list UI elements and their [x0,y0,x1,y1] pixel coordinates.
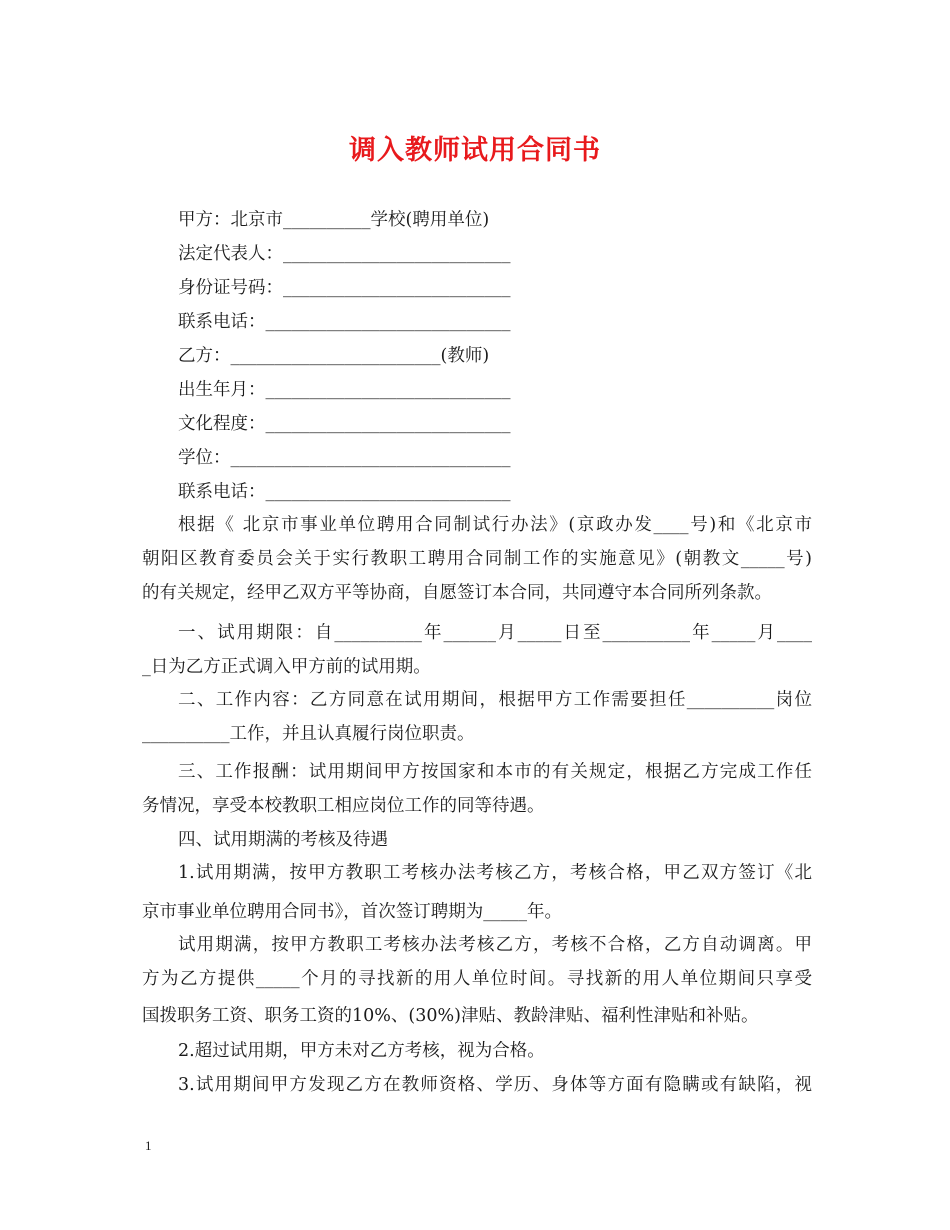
field-phone-b: 联系电话：____________________________ [178,482,511,502]
field-id-number: 身份证号码：__________________________ [178,278,511,298]
body-line: _日为乙方正式调入甲方前的试用期。 [142,657,431,677]
body-line: 一、试用期限：自__________年______月_____日至__________年_____月____ [178,623,812,643]
body-line: 京市事业单位聘用合同书》，首次签订聘期为_____年。 [142,902,562,922]
body-line: 国拨职务工资、职务工资的10%、(30%)津贴、教龄津贴、福利性津贴和补贴。 [142,1006,759,1026]
page-number: 1 [145,1138,152,1153]
field-phone-a: 联系电话：____________________________ [178,312,511,332]
body-line: 方为乙方提供_____个月的寻找新的用人单位时间。寻找新的用人单位期间只享受 [142,969,812,989]
body-line: 2.超过试用期，甲方未对乙方考核，视为合格。 [178,1041,545,1061]
field-birth-date: 出生年月：____________________________ [178,380,511,400]
body-line: 根据《 北京市事业单位聘用合同制试行办法》(京政办发____号)和《北京市 [178,515,812,535]
field-party-b: 乙方：________________________(教师) [178,346,490,366]
body-line: 试用期满，按甲方教职工考核办法考核乙方，考核不合格，乙方自动调离。甲 [178,935,812,955]
body-line: 朝阳区教育委员会关于实行教职工聘用合同制工作的实施意见》(朝教文_____号) [142,549,812,569]
document-title: 调入教师试用合同书 [349,135,601,166]
body-line: 3.试用期间甲方发现乙方在教师资格、学历、身体等方面有隐瞒或有缺陷，视 [178,1075,812,1095]
body-line: 三、工作报酬：试用期间甲方按国家和本市的有关规定，根据乙方完成工作任 [178,762,812,782]
field-legal-representative: 法定代表人：__________________________ [178,244,511,264]
body-line: 1.试用期满，按甲方教职工考核办法考核乙方，考核合格，甲乙双方签订《北 [178,863,812,883]
section-heading: 四、试用期满的考核及待遇 [178,830,388,850]
body-line: __________工作，并且认真履行岗位职责。 [142,724,475,744]
body-line: 务情况，享受本校教职工相应岗位工作的同等待遇。 [142,796,545,816]
field-education: 文化程度：____________________________ [178,414,511,434]
body-line: 二、工作内容：乙方同意在试用期间，根据甲方工作需要担任__________岗位 [178,690,812,710]
field-degree: 学位：________________________________ [178,448,511,468]
field-party-a: 甲方：北京市__________学校(聘用单位) [178,210,490,230]
body-line: 的有关规定，经甲乙双方平等协商，自愿签订本合同，共同遵守本合同所列条款。 [142,583,772,603]
